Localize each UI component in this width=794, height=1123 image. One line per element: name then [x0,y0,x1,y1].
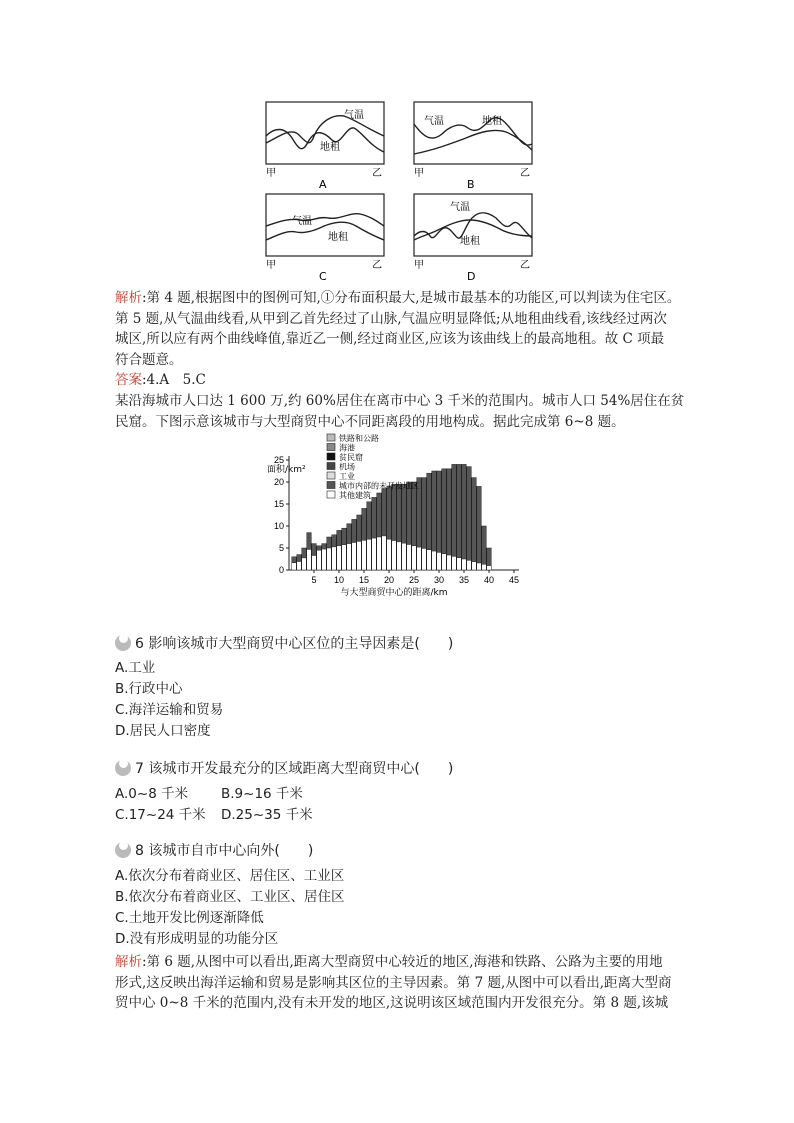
option-8d[interactable]: D.没有形成明显的功能分区 [115,931,279,947]
bar-other [312,555,317,570]
question-7 [115,758,453,778]
y-axis-label: 面积/km² [267,465,306,475]
legend-swatch [327,472,335,479]
panel-b [410,98,540,190]
panel-d-graph [410,190,540,282]
bar-other [332,547,337,570]
legend-label: 海港 [339,443,355,453]
legend-label: 其他建筑 [339,491,371,500]
panel-b-graph [410,98,540,190]
panel-d-letter: D [467,270,476,282]
panel-c [262,190,392,282]
intro [115,391,685,432]
y-tick-label: 0 [278,565,284,575]
bar-other [387,539,392,570]
panel-c-rent: 地租 [328,232,348,243]
bar-other [402,543,407,570]
question-7-options [115,784,435,826]
bar-other [457,558,462,570]
answer-label: 答案 [115,372,142,388]
bar-other [447,555,452,570]
panel-c-temp: 气温 [292,216,312,227]
bar-other [467,560,472,570]
bar-other [372,538,377,570]
legend-label: 工业 [339,472,355,481]
bar-other [322,549,327,570]
panel-b-rent: 地租 [482,116,502,127]
analysis-1-label: 解析 [115,290,142,306]
bar-other [317,550,322,570]
panel-b-right: 乙 [520,168,530,179]
bar-other [412,546,417,570]
x-tick-label: 10 [333,575,345,585]
y-tick-label: 10 [273,521,284,531]
bar-other [292,563,297,570]
x-tick-label: 25 [408,575,420,585]
x-tick-label: 5 [311,575,317,585]
bar-total [457,464,462,570]
analysis-2-line3: 贸中心 0~8 千米的范围内,没有未开发的地区,这说明该区域范围内开发很充分。第 8 题,该城 [115,995,669,1011]
bar-total [472,478,477,570]
legend-label: 城市内部的未开发地区 [339,481,419,491]
bar-other [337,546,342,570]
question-bullet-icon [115,842,131,858]
bar-other [482,564,487,570]
land-use-chart-svg [265,430,535,615]
bar-other [437,552,442,570]
legend-label: 铁路和公路 [339,434,379,443]
bar-other [342,545,347,570]
y-tick-label: 15 [273,499,284,509]
x-tick-label: 40 [483,575,495,585]
panel-b-letter: B [467,178,475,190]
question-6-title: 6 影响该城市大型商贸中心区位的主导因素是( ) [135,636,454,652]
y-tick-label: 20 [273,477,284,487]
bar-total [452,464,457,570]
bar-other [477,563,482,570]
question-8-title: 8 该城市自市中心向外( ) [135,843,314,859]
analysis-2-label: 解析 [115,954,142,970]
panel-c-left: 甲 [266,260,276,271]
legend-swatch [327,444,335,451]
panel-a-temp: 气温 [344,110,364,121]
legend-swatch [327,482,335,489]
option-7b[interactable]: B.9~16 千米 [221,786,303,802]
legend-swatch [327,491,335,498]
x-tick-label: 45 [508,575,520,585]
bar-total [482,526,487,570]
bar-other [367,539,372,570]
bar-other [377,537,382,570]
bar-other [362,540,367,570]
question-8-options [115,866,345,950]
x-tick-label: 35 [458,575,470,585]
panel-a [262,98,392,190]
bar-other [382,536,387,570]
bar-other [422,548,427,570]
legend-label: 机场 [339,462,355,472]
panel-a-left: 甲 [266,168,276,179]
option-8b[interactable]: B.依次分布着商业区、工业区、居住区 [115,889,345,905]
option-6c[interactable]: C.海洋运输和贸易 [115,702,224,718]
bar-total [462,464,467,570]
bar-other [472,562,477,570]
question-bullet-icon [115,635,131,651]
bar-other [487,566,492,570]
intro-line1: 某沿海城市人口达 1 600 万,约 60%居住在离市中心 3 千米的范围内。城市人口 54%居住在贫 [115,393,685,409]
option-7a[interactable]: A.0~8 千米 [115,786,189,802]
legend-swatch [327,434,335,441]
bar-other [462,559,467,570]
bar-other [397,542,402,570]
analysis-1-line1: :第 4 题,根据图中的图例可知,①分布面积最大,是城市最基本的功能区,可以判读为住宅区。 [142,290,681,306]
question-8 [115,840,313,860]
x-tick-label: 20 [383,575,395,585]
answer-text: :4.A 5.C [142,372,206,388]
bar-other [427,550,432,570]
panel-d [410,190,540,282]
question-7-title: 7 该城市开发最充分的区域距离大型商贸中心( ) [135,761,454,777]
analysis-1 [115,288,685,370]
bar-other [392,541,397,570]
bar-other [297,562,302,570]
bar-total [477,486,482,570]
panel-d-rent: 地租 [460,236,480,247]
option-6d[interactable]: D.居民人口密度 [115,723,211,739]
option-7c[interactable]: C.17~24 千米 [115,807,206,823]
analysis-1-line2: 第 5 题,从气温曲线看,从甲到乙首先经过了山脉,气温应明显降低;从地租曲线看,该线经过两次 [115,310,667,327]
analysis-2-line1: :第 6 题,从图中可以看出,距离大型商贸中心较近的地区,海港和铁路、公路为主要的用地 [142,954,663,970]
bar-other [307,549,312,570]
analysis-1-line3: 城区,所以应有两个曲线峰值,靠近乙一侧,经过商业区,应该为该曲线上的最高地租。故 C 项最 [115,331,665,347]
panel-b-left: 甲 [414,168,424,179]
panel-d-left: 甲 [414,260,424,271]
answer [115,370,685,391]
option-7d[interactable]: D.25~35 千米 [221,807,313,823]
question-6 [115,633,453,653]
bar-total [467,467,472,570]
y-tick-label: 5 [278,543,284,553]
bar-other [357,541,362,570]
analysis-1-line4: 符合题意。 [115,351,183,368]
option-8a[interactable]: A.依次分布着商业区、居住区、工业区 [115,868,345,884]
panel-c-right: 乙 [372,260,382,271]
bar-other [352,543,357,571]
analysis-2-line2: 形式,这反映出海洋运输和贸易是影响其区位的主导因素。第 7 题,从图中可以看出,距离大型商 [115,974,672,991]
option-8c[interactable]: C.土地开发比例逐渐降低 [115,910,264,926]
panel-d-temp: 气温 [450,202,470,213]
question-6-options [115,658,223,742]
bar-other [432,551,437,570]
legend-label: 贫民窟 [339,453,363,462]
panel-a-right: 乙 [372,168,382,179]
panel-d-right: 乙 [520,260,530,271]
intro-line2: 民窟。下图示意该城市与大型商贸中心不同距离段的用地构成。据此完成第 6~8 题。 [115,413,625,430]
panel-a-letter: A [319,178,327,190]
x-tick-label: 15 [358,575,370,585]
legend-swatch [327,453,335,460]
bar-other [417,547,422,570]
panel-b-temp: 气温 [424,116,444,127]
question-bullet-icon [115,760,131,776]
bar-other [347,544,352,570]
bar-other [452,556,457,570]
bar-other [407,544,412,570]
x-axis-label: 与大型商贸中心的距离/km [340,588,448,598]
option-6a[interactable]: A.工业 [115,660,156,676]
panel-a-rent: 地租 [320,142,340,153]
analysis-2 [115,952,685,1014]
panel-c-letter: C [319,270,327,282]
y-tick-label: 25 [273,455,284,465]
bar-other [442,554,447,570]
bar-other [302,558,307,570]
option-6b[interactable]: B.行政中心 [115,681,183,697]
x-tick-label: 30 [433,575,445,585]
panel-a-graph [262,98,392,190]
land-use-chart [265,430,535,619]
legend-swatch [327,463,335,470]
panel-c-graph [262,190,392,282]
bar-other [327,548,332,570]
